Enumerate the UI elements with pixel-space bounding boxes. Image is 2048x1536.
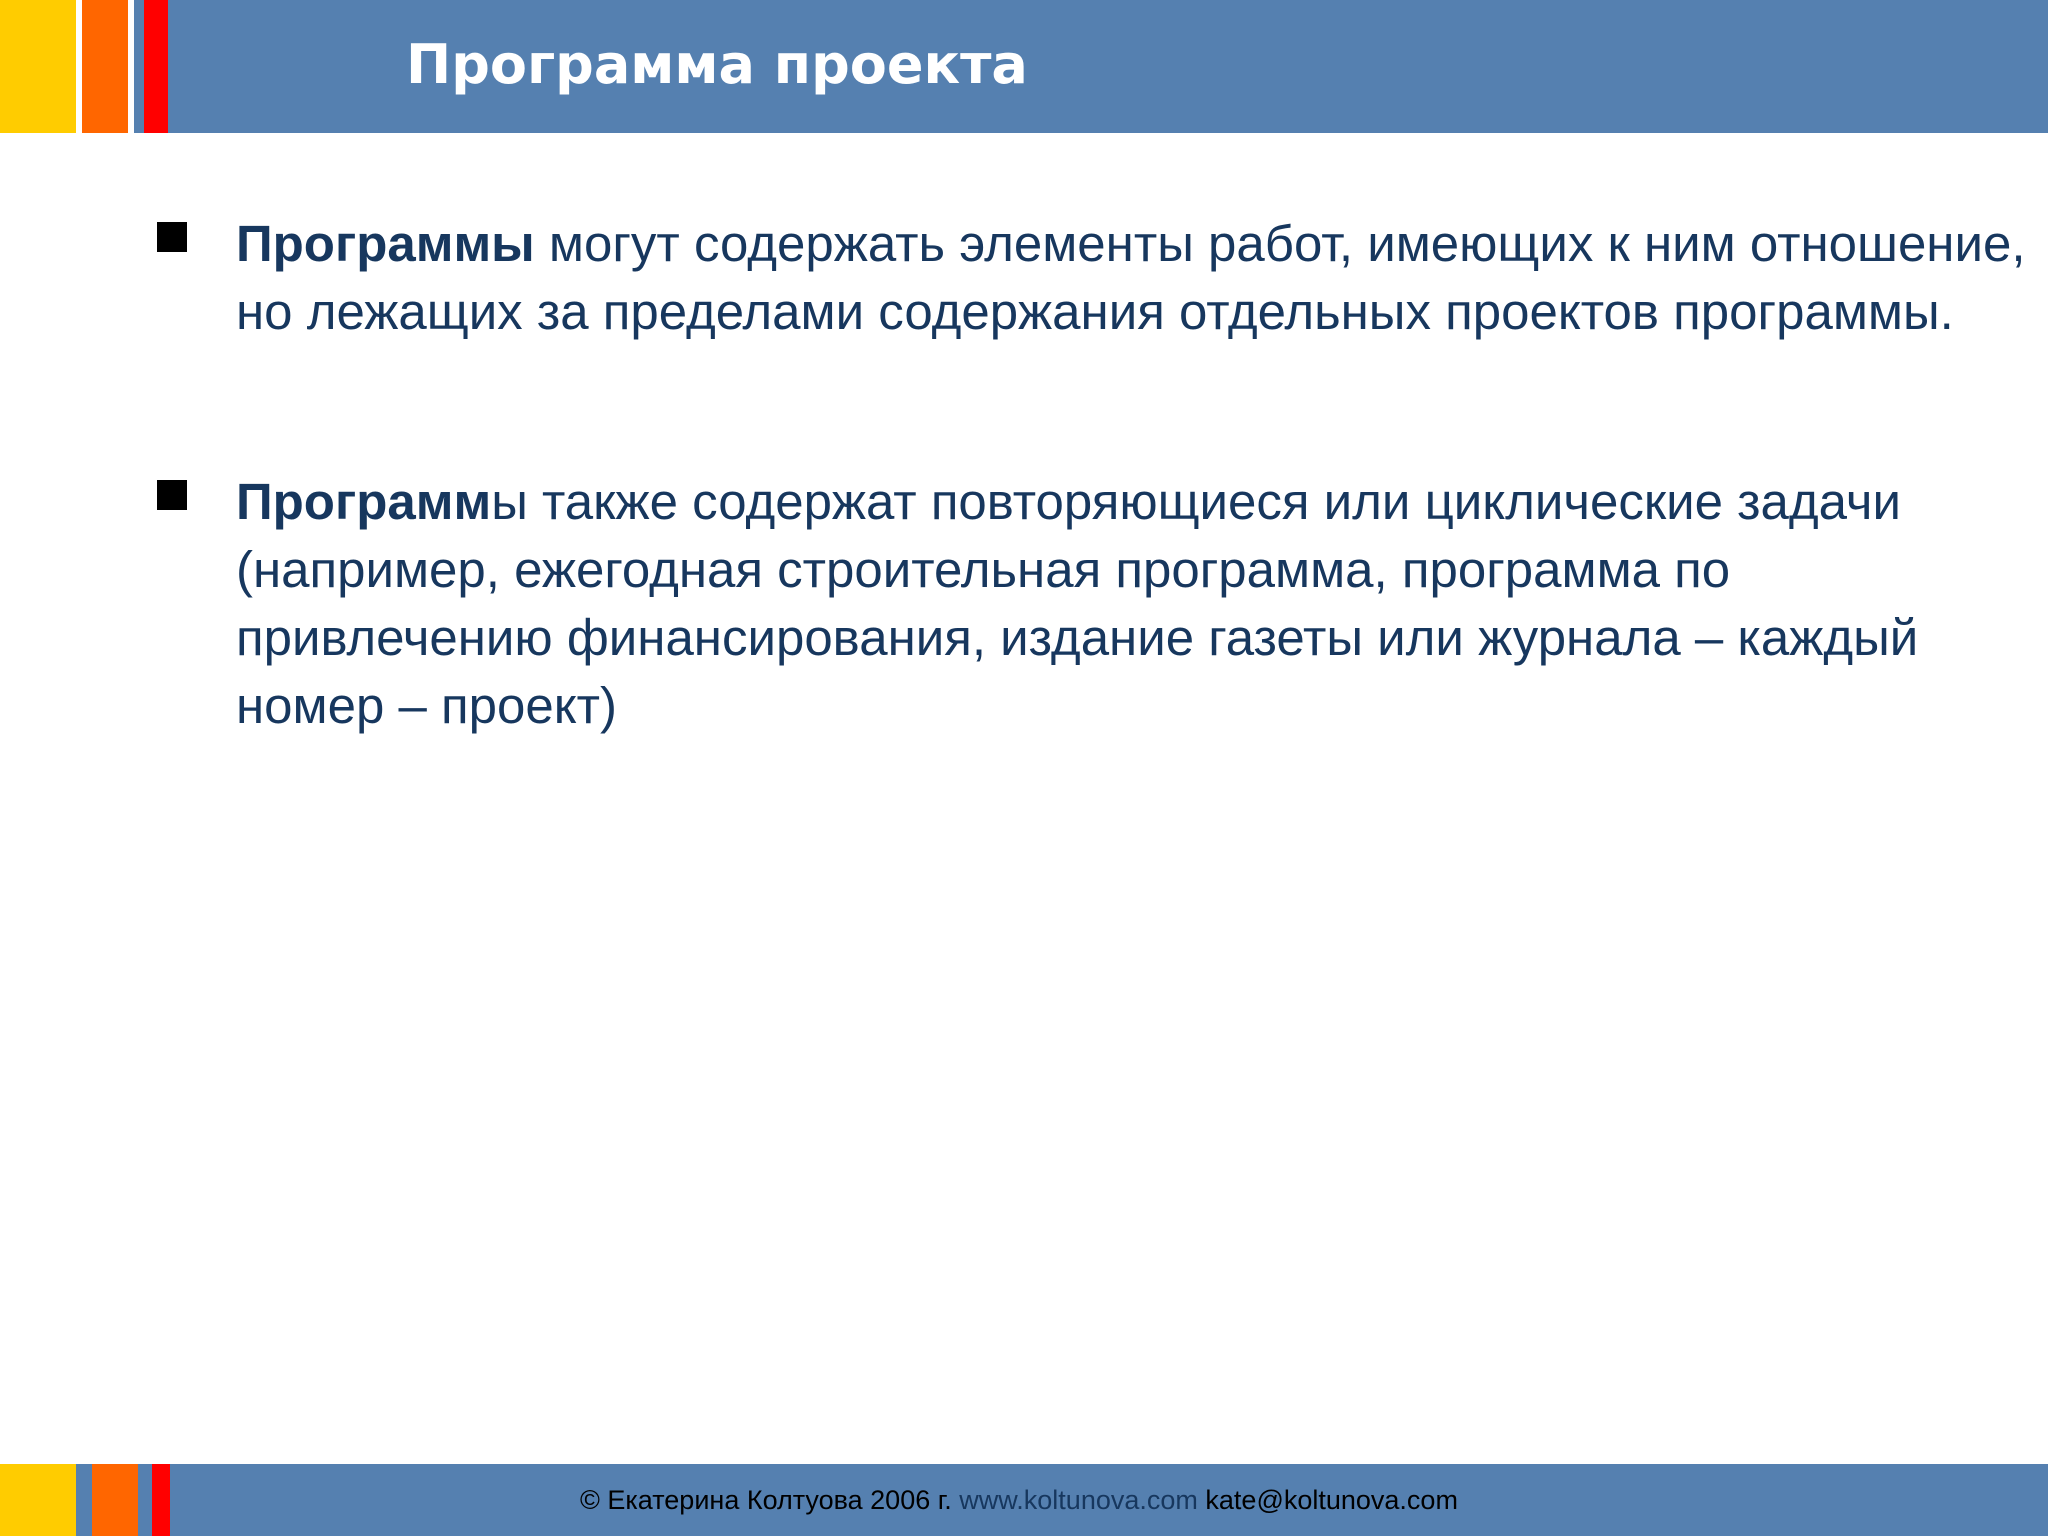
orange-stripe xyxy=(92,1464,138,1536)
bullet-item xyxy=(236,468,2026,740)
bullet-bold-term: Программ xyxy=(236,473,492,530)
blue-stripe xyxy=(134,0,144,133)
bullet-text: могут содержать элементы работ, имеющих к ним отношение, но лежащих за пределами содержания отдельных проектов программы. xyxy=(236,215,2026,340)
bullet-text: ы также содержат повторяющиеся или циклические задачи (например, ежегодная строительная программа, программа по привлечению финансирования, издание газеты или журнала – каждый номер – проект) xyxy=(236,473,1919,734)
stripe-gap xyxy=(76,1464,88,1536)
slide-title: Программа проекта xyxy=(406,33,1028,96)
bullet-item xyxy=(236,210,2026,346)
header-bar xyxy=(0,0,2048,133)
yellow-stripe xyxy=(0,0,76,133)
footer-website-link[interactable]: www.koltunova.com xyxy=(959,1485,1198,1515)
bullet-square-icon xyxy=(157,480,187,510)
bullet-square-icon xyxy=(157,222,187,252)
footer-text xyxy=(580,1482,1458,1518)
footer-bar xyxy=(0,1464,2048,1536)
red-stripe xyxy=(144,0,168,133)
footer-copyright: © Екатерина Колтуова 2006 г. xyxy=(580,1485,960,1515)
orange-stripe xyxy=(82,0,128,133)
yellow-stripe xyxy=(0,1464,76,1536)
blue-stripe xyxy=(138,1464,150,1536)
bullet-bold-term: Программы xyxy=(236,215,535,272)
red-stripe xyxy=(152,1464,170,1536)
footer-email-link[interactable]: kate@koltunova.com xyxy=(1205,1485,1458,1515)
